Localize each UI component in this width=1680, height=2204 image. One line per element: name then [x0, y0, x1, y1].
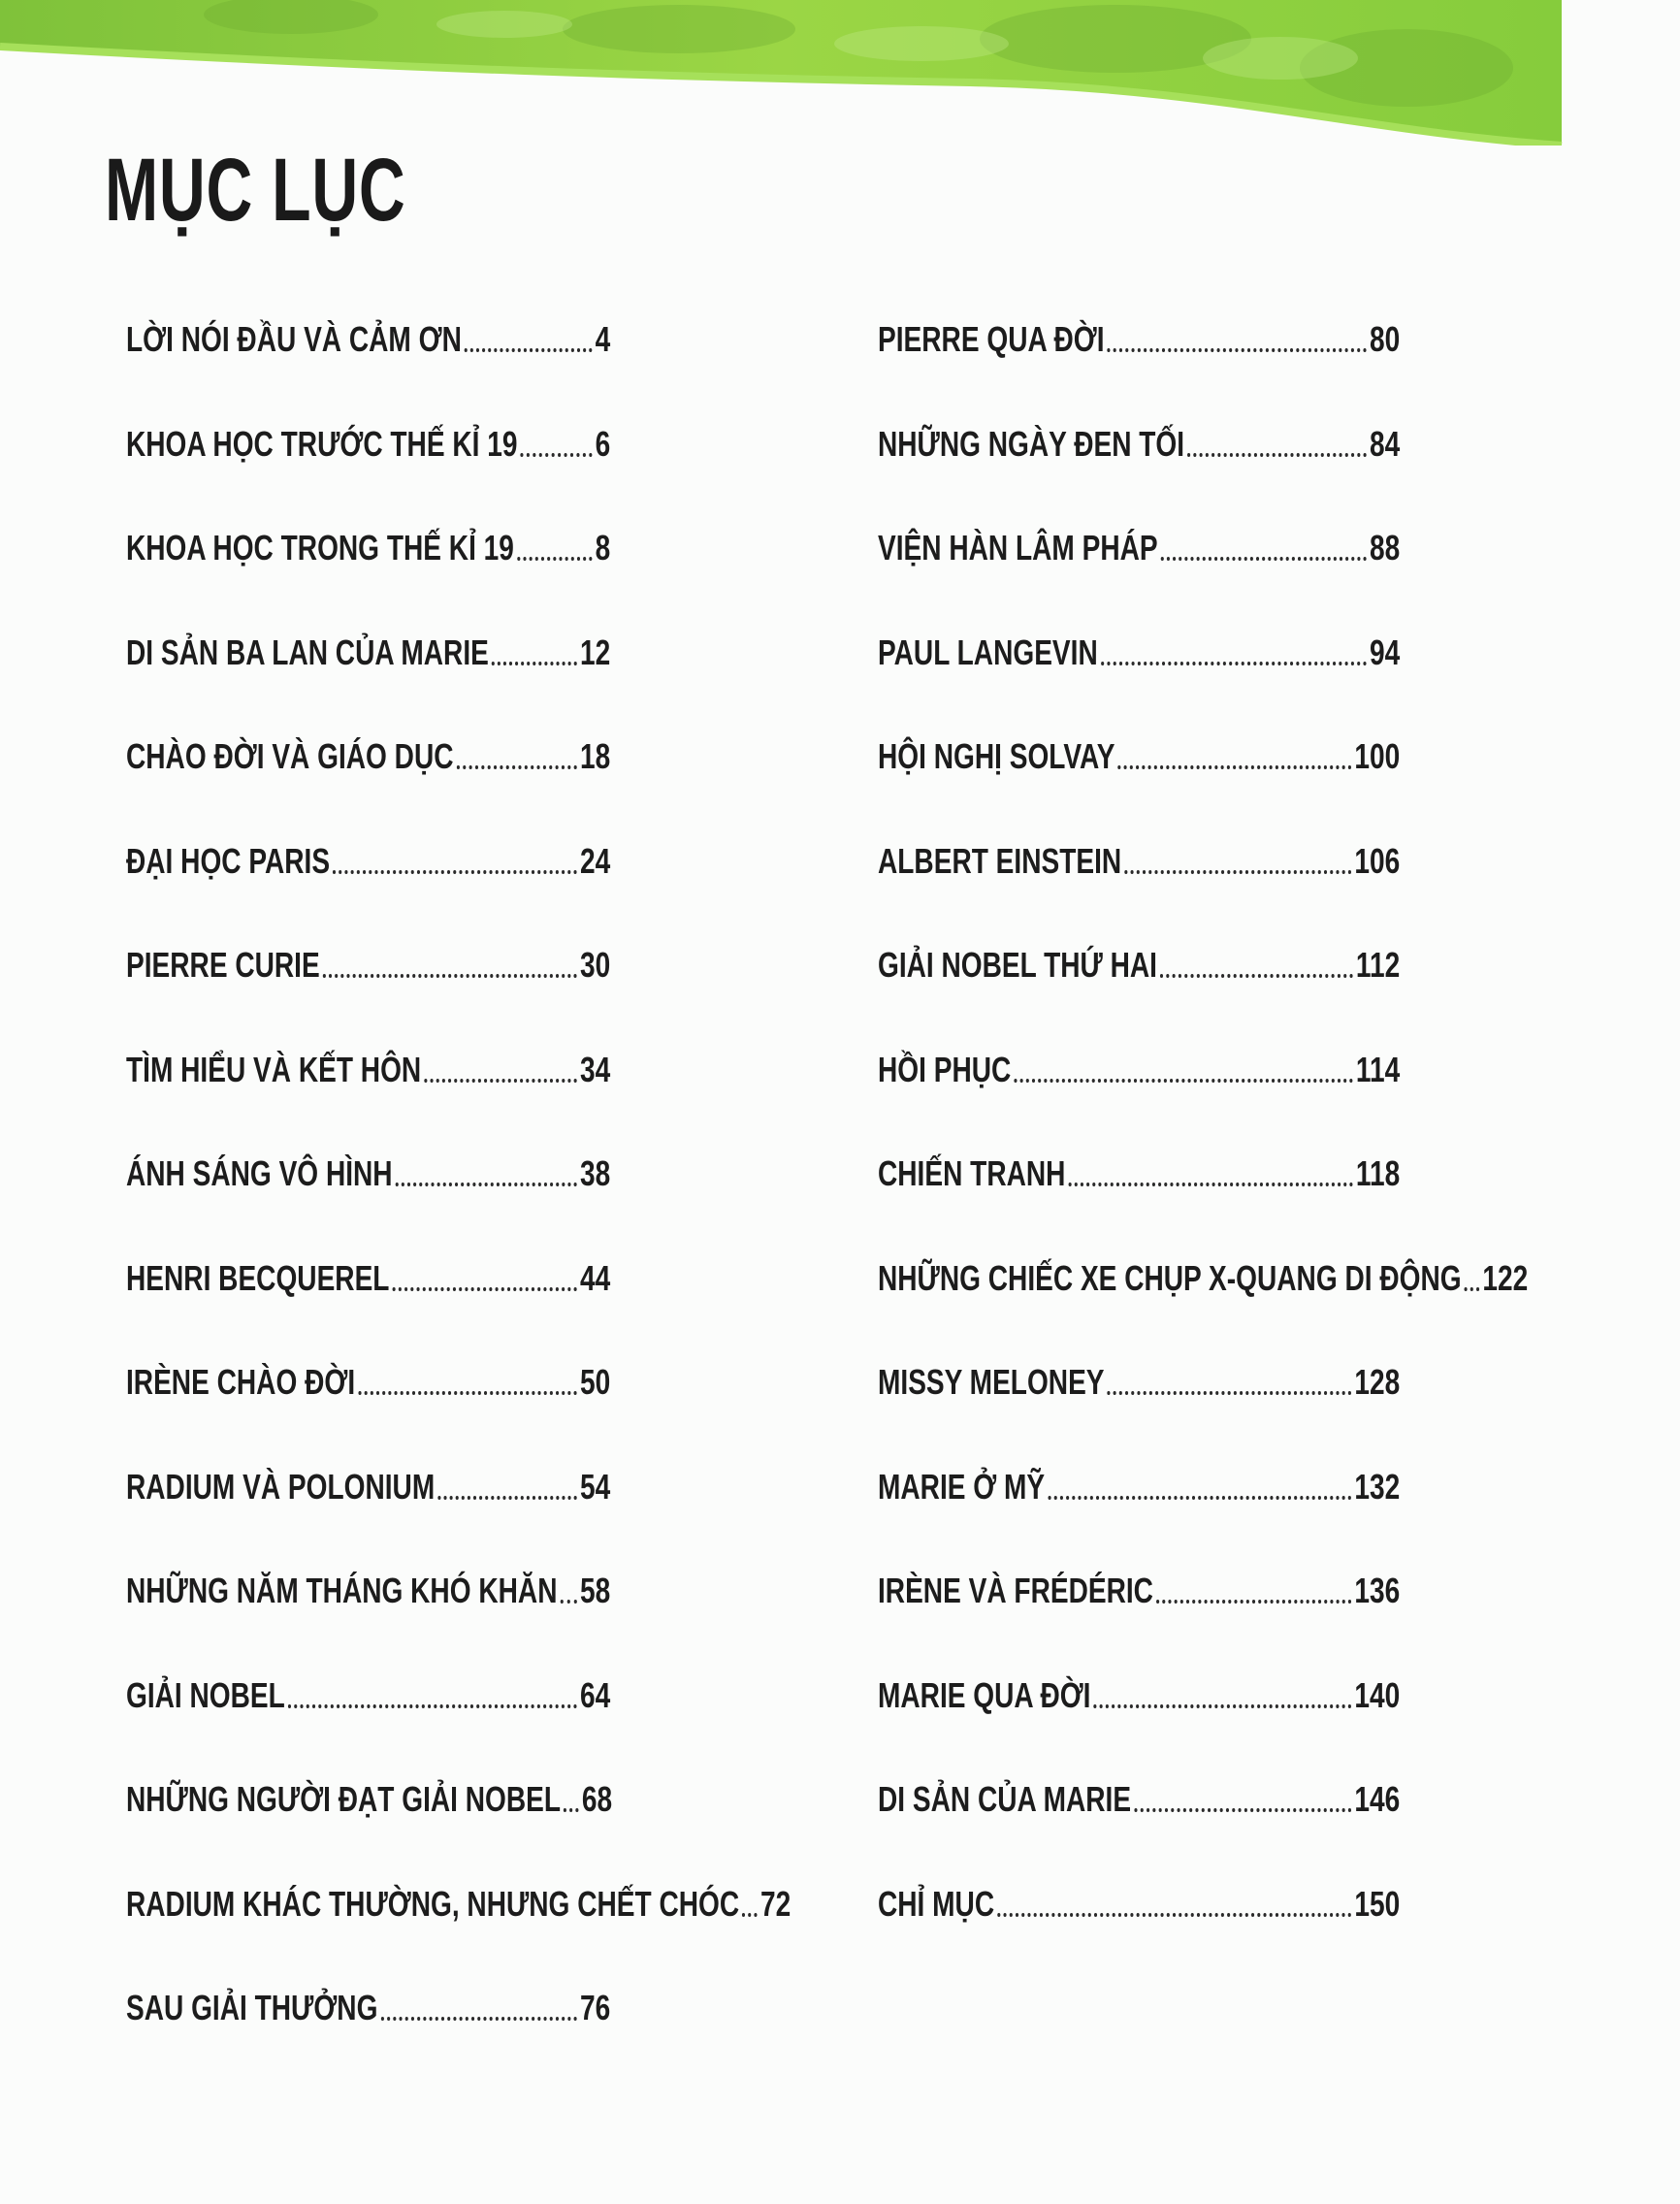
dot-leader: [424, 1079, 577, 1083]
dot-leader: [1156, 1600, 1351, 1604]
toc-entry-title: ALBERT EINSTEIN: [878, 840, 1122, 881]
toc-entry-title: TÌM HIỂU VÀ KẾT HÔN: [126, 1049, 422, 1089]
toc-entry-title: PAUL LANGEVIN: [878, 632, 1098, 672]
toc-entry-title: PIERRE CURIE: [126, 945, 320, 985]
toc-entry-page: 114: [1355, 1049, 1401, 1089]
toc-entry-title: HENRI BECQUEREL: [126, 1257, 390, 1298]
dot-leader: [1187, 453, 1367, 457]
toc-entry-title: DI SẢN BA LAN CỦA MARIE: [126, 632, 489, 672]
dot-leader: [1069, 1183, 1353, 1186]
dot-leader: [1160, 974, 1353, 978]
toc-entry-title: DI SẢN CỦA MARIE: [878, 1779, 1132, 1819]
toc-entry-page: 6: [595, 423, 611, 464]
toc-entry-page: 68: [581, 1779, 613, 1819]
toc-entry: [878, 1450, 1547, 1505]
toc-entry-page: 132: [1354, 1466, 1401, 1507]
dot-leader: [288, 1704, 577, 1708]
toc-entry-page: 140: [1354, 1674, 1401, 1715]
dot-leader: [323, 974, 577, 978]
toc-entry: [126, 1554, 747, 1608]
dot-leader: [457, 765, 577, 769]
toc-entry: [126, 825, 747, 879]
dot-leader: [492, 662, 577, 665]
dot-leader: [465, 348, 592, 352]
dot-leader: [521, 453, 593, 457]
toc-entry-page: 88: [1369, 528, 1401, 567]
toc-entry: [126, 1033, 747, 1087]
toc-entry: [126, 1450, 747, 1505]
toc-entry: [878, 1867, 1547, 1922]
toc-entry-title: RADIUM VÀ POLONIUM: [126, 1466, 436, 1507]
toc-entry-title: KHOA HỌC TRONG THẾ KỈ 19: [126, 528, 514, 567]
toc-entry-title: VIỆN HÀN LÂM PHÁP: [878, 528, 1158, 567]
toc-entry-page: 122: [1482, 1257, 1529, 1298]
toc-entry: [878, 928, 1547, 983]
decorative-banner: [0, 0, 1680, 146]
toc-entry-page: 64: [579, 1674, 611, 1715]
toc-entry: [878, 1033, 1547, 1087]
toc-entry: [878, 1345, 1547, 1400]
toc-entry-page: 76: [579, 1988, 611, 2027]
toc-entry-title: GIẢI NOBEL THỨ HAI: [878, 945, 1157, 985]
dot-leader: [564, 1808, 579, 1812]
toc-entry-page: 106: [1354, 840, 1401, 881]
toc-entry-page: 94: [1369, 632, 1401, 672]
toc-entry-title: NHỮNG NGƯỜI ĐẠT GIẢI NOBEL: [126, 1779, 562, 1819]
toc-entry: [126, 616, 747, 670]
dot-leader: [358, 1391, 577, 1395]
toc-entry-title: IRÈNE CHÀO ĐỜI: [126, 1362, 356, 1402]
toc-entry-title: CHIẾN TRANH: [878, 1153, 1066, 1193]
toc-entry-title: SAU GIẢI THƯỞNG: [126, 1988, 378, 2027]
dot-leader: [1101, 662, 1367, 665]
toc-entry: [126, 1345, 747, 1400]
toc-entry-page: 72: [759, 1883, 792, 1924]
toc-entry-page: 34: [579, 1049, 611, 1089]
dot-leader: [742, 1913, 758, 1917]
toc-entry-page: 12: [579, 632, 611, 672]
dot-leader: [1108, 348, 1367, 352]
toc-entry-page: 4: [595, 319, 611, 359]
toc-entry: [126, 303, 747, 357]
toc-entry-title: PIERRE QUA ĐỜI: [878, 319, 1105, 359]
toc-entry-title: GIẢI NOBEL: [126, 1674, 285, 1715]
toc-left-column: [126, 303, 792, 2058]
toc-entry-page: 8: [595, 528, 611, 567]
toc-entry-page: 44: [579, 1257, 611, 1298]
toc-entry: [878, 825, 1547, 879]
toc-entry: [126, 720, 747, 774]
toc-right-column: [878, 303, 1547, 2058]
toc-entry: [878, 1763, 1547, 1817]
toc-entry: [878, 1137, 1547, 1191]
dot-leader: [1108, 1391, 1352, 1395]
toc-entry-title: CHÀO ĐỜI VÀ GIÁO DỤC: [126, 736, 454, 776]
page-title: MỤC LỤC: [105, 141, 406, 240]
dot-leader: [517, 557, 592, 561]
dot-leader: [561, 1600, 577, 1604]
toc-entry-page: 84: [1369, 423, 1401, 464]
toc-entry-page: 112: [1355, 945, 1401, 985]
toc-entry-title: ĐẠI HỌC PARIS: [126, 840, 331, 881]
toc-entry-page: 118: [1355, 1153, 1401, 1193]
toc-entry-title: NHỮNG NGÀY ĐEN TỐI: [878, 423, 1185, 464]
toc-entry: [126, 511, 747, 566]
dot-leader: [1118, 765, 1352, 769]
toc-entry: [878, 720, 1547, 774]
toc-entry-title: MISSY MELONEY: [878, 1362, 1105, 1402]
toc-entry: [126, 1137, 747, 1191]
toc-entry: [126, 928, 747, 983]
toc-entry-page: 100: [1354, 736, 1401, 776]
toc-entry: [126, 1867, 792, 1924]
dot-leader: [396, 1183, 577, 1186]
dot-leader: [1014, 1079, 1352, 1083]
toc-entry-title: NHỮNG NĂM THÁNG KHÓ KHĂN: [126, 1571, 558, 1610]
toc-entry: [878, 1554, 1547, 1608]
toc-entry-title: MARIE Ở MỸ: [878, 1466, 1046, 1507]
toc-entry: [878, 511, 1547, 566]
toc-entry-page: 24: [579, 840, 611, 881]
toc-entry: [878, 616, 1547, 670]
toc-entry-title: KHOA HỌC TRƯỚC THẾ KỈ 19: [126, 423, 518, 464]
toc-entry: [878, 1659, 1547, 1713]
dot-leader: [997, 1913, 1351, 1917]
toc-entry-title: CHỈ MỤC: [878, 1883, 995, 1924]
toc-entry-title: HỒI PHỤC: [878, 1049, 1012, 1089]
toc-entry: [126, 1242, 747, 1296]
dot-leader: [1048, 1496, 1351, 1500]
toc-entry: [878, 407, 1547, 462]
toc-entry-page: 38: [579, 1153, 611, 1193]
toc-entry-page: 54: [579, 1466, 611, 1507]
toc-entry-page: 58: [579, 1571, 611, 1610]
toc-entry-title: LỜI NÓI ĐẦU VÀ CẢM ƠN: [126, 319, 462, 359]
toc-entry-page: 146: [1354, 1779, 1401, 1819]
toc-entry: [126, 1763, 747, 1817]
toc-entry: [126, 1971, 747, 2026]
toc-entry: [878, 303, 1547, 357]
toc-entry-page: 136: [1354, 1571, 1401, 1610]
toc-entry-title: NHỮNG CHIẾC XE CHỤP X-QUANG DI ĐỘNG: [878, 1257, 1462, 1298]
toc-entry-page: 128: [1354, 1362, 1401, 1402]
dot-leader: [1465, 1287, 1480, 1291]
dot-leader: [1134, 1808, 1351, 1812]
toc-entry-title: RADIUM KHÁC THƯỜNG, NHƯNG CHẾT CHÓC: [126, 1883, 740, 1924]
toc-entry: [126, 407, 747, 462]
dot-leader: [381, 2017, 577, 2021]
toc-entry-title: IRÈNE VÀ FRÉDÉRIC: [878, 1571, 1153, 1610]
dot-leader: [1161, 557, 1367, 561]
toc-entry-title: MARIE QUA ĐỜI: [878, 1674, 1091, 1715]
toc-entry-title: ÁNH SÁNG VÔ HÌNH: [126, 1153, 393, 1193]
toc-entry: [126, 1659, 747, 1713]
dot-leader: [1094, 1704, 1352, 1708]
dot-leader: [1124, 870, 1351, 874]
dot-leader: [393, 1287, 577, 1291]
toc-entry-page: 50: [579, 1362, 611, 1402]
toc-entry: [878, 1242, 1547, 1296]
toc-entry-page: 150: [1354, 1883, 1401, 1924]
dot-leader: [333, 870, 577, 874]
dot-leader: [437, 1496, 576, 1500]
toc-entry-page: 18: [579, 736, 611, 776]
toc-entry-title: HỘI NGHỊ SOLVAY: [878, 736, 1115, 776]
toc-entry-page: 80: [1369, 319, 1401, 359]
toc-entry-page: 30: [579, 945, 611, 985]
